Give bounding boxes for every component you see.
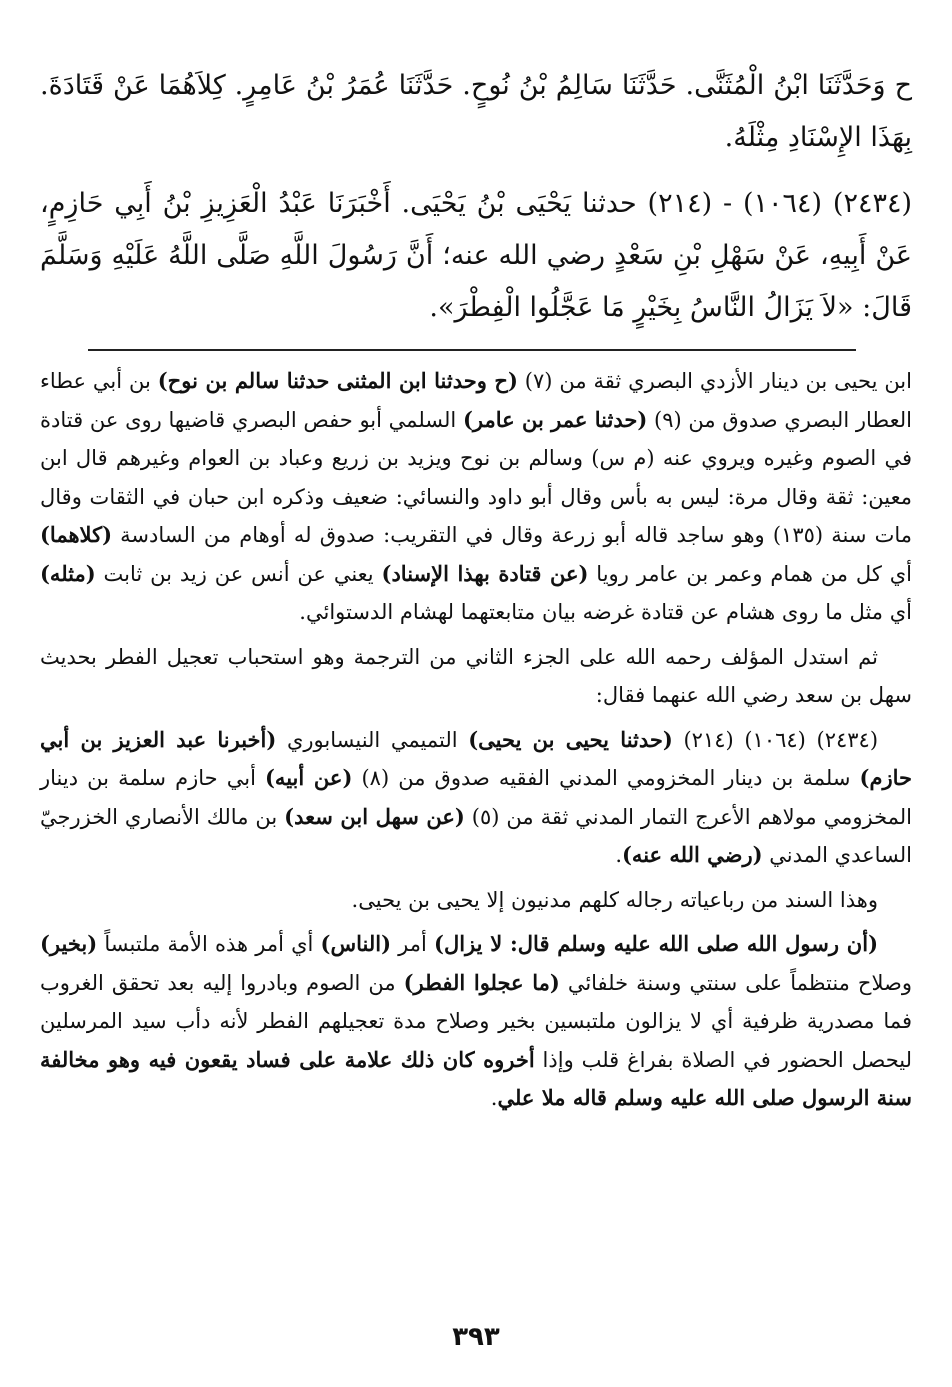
commentary-paragraph <box>40 721 912 875</box>
hadith-paragraph-1: ح وَحَدَّثَنَا ابْنُ الْمُثَنَّى. حَدَّثَنَا سَالِمُ بْنُ نُوحٍ. حَدَّثَنَا عُمَرُ بْنُ عَامِرٍ. كِلاَهُمَا عَنْ قَتَادَةَ. بِهَذَا الإِسْنَادِ مِثْلَهُ. <box>40 70 912 153</box>
bold-quote: (كلاهما) <box>40 522 113 547</box>
text-run: السلمي أبو حفص البصري قاضيها روى عن قتادة في الصوم وغيره ويروي عنه (م س) وسالم بن نوح ويزيد بن زريع وعباد بن العوام وغيرهم قال ابن معين: ثقة وقال مرة: ليس به بأس وقال أبو داود والنسائي: ضعيف وذكره ابن حبان في الثقات وقال مات سنة (١٣٥) وهو ساجد قاله أبو زرعة وقال في التقريب: صدوق له أوهام من السادسة <box>40 407 913 547</box>
bold-quote: (مثله) <box>40 560 96 586</box>
text-run: . <box>615 843 622 867</box>
bold-quote: (أن رسول الله صلى الله عليه وسلم قال: لا يزال) <box>434 931 879 956</box>
footnote-divider <box>88 349 856 351</box>
text-run: أبي حازم سلمة بن دينار المخزومي مولاهم الأعرج التمار المدني ثقة من (٥) <box>40 766 913 829</box>
text-run: وصلاح منتظماً على سنتي وسنة خلفائي <box>559 970 912 995</box>
text-run: وهذا السند من رباعياته رجاله كلهم مدنيون إلا يحيى بن يحيى. <box>351 887 878 912</box>
text-run: أي أمر هذه الأمة ملتبساً <box>97 932 321 956</box>
bold-quote: (حدثنا عمر بن عامر) <box>462 406 648 432</box>
bold-quote: (عن أبيه) <box>265 765 353 790</box>
text-run: بن مالك الأنصاري الخزرجيّ الساعدي المدني <box>40 804 912 867</box>
text-run: . <box>490 1086 498 1110</box>
bold-quote: (حدثنا يحيى بن يحيى) <box>468 726 673 752</box>
text-run: أي كل من همام وعمر بن عامر رويا <box>588 561 912 586</box>
text-run: ثم استدل المؤلف رحمه الله على الجزء الثاني من الترجمة وهو استحباب تعجيل الفطر بحديث سهل بن سعد رضي الله عنهما فقال: <box>40 644 912 707</box>
commentary <box>40 362 912 1124</box>
text-run: من الصوم وبادروا إليه بعد تحقق الغروب فما مصدرية ظرفية أي لا يزالون ملتبسين بخير وصلاح مدة تعجيلهم الفطر لأنه دأب سيد المرسلين ليحصل الحضور في الصلاة بفراغ قلب وإذا <box>40 970 912 1072</box>
bold-quote: (رضي الله عنه) <box>622 842 763 867</box>
bold-quote: (ح وحدثنا ابن المثنى حدثنا سالم بن نوح) <box>157 368 518 393</box>
commentary-paragraph <box>40 881 912 920</box>
bold-quote: (أخبرنا عبد العزيز بن أبي حازم) <box>40 726 912 790</box>
text-run: ابن يحيى بن دينار الأزدي البصري ثقة من (٧) <box>517 369 912 393</box>
text-run: أمر <box>391 932 435 956</box>
bold-quote: (عن سهل ابن سعد) <box>284 803 465 829</box>
commentary-paragraph <box>40 638 912 715</box>
hadith-paragraph-2: (٢٤٣٤) (١٠٦٤) - (٢١٤) حدثنا يَحْيَى بْنُ يَحْيَى. أَخْبَرَنَا عَبْدُ الْعَزِيزِ بْنُ أَبِي حَازِمٍ، عَنْ أَبِيهِ، عَنْ سَهْلِ بْنِ سَعْدٍ رضي الله عنه؛ أَنَّ رَسُولَ اللَّهِ صَلَّى اللَّهُ عَلَيْهِ وَسَلَّمَ قَالَ: «لاَ يَزَالُ النَّاسُ بِخَيْرٍ مَا عَجَّلُوا الْفِطْرَ». <box>40 188 912 323</box>
bold-quote: أخروه كان ذلك علامة على فساد يقعون فيه وهو مخالفة سنة الرسول صلى الله عليه وسلم قاله ملا علي <box>40 1046 912 1110</box>
text-run: يعني عن أنس عن زيد بن ثابت <box>95 561 382 586</box>
text-run: بن أبي عطاء العطار البصري صدوق من (٩) <box>40 369 912 432</box>
bold-quote: (الناس) <box>320 931 392 956</box>
commentary-paragraph <box>40 925 912 1118</box>
commentary-paragraph <box>40 362 912 632</box>
bold-quote: (عن قتادة بهذا الإسناد) <box>381 560 589 586</box>
page-number: ٣٩٣ <box>452 1322 500 1352</box>
text-run: سلمة بن دينار المخزومي المدني الفقيه صدوق من (٨) <box>352 766 860 790</box>
text-run: أي مثل ما روى هشام عن قتادة غرضه بيان متابعتهما لهشام الدستوائي. <box>299 600 912 624</box>
hadith-text <box>40 60 912 348</box>
text-run: (٢٤٣٤) (١٠٦٤) (٢١٤) <box>672 727 879 752</box>
text-run: التميمي النيسابوري <box>276 727 469 752</box>
bold-quote: (بخير) <box>40 931 98 956</box>
bold-quote: (ما عجلوا الفطر) <box>403 969 560 995</box>
